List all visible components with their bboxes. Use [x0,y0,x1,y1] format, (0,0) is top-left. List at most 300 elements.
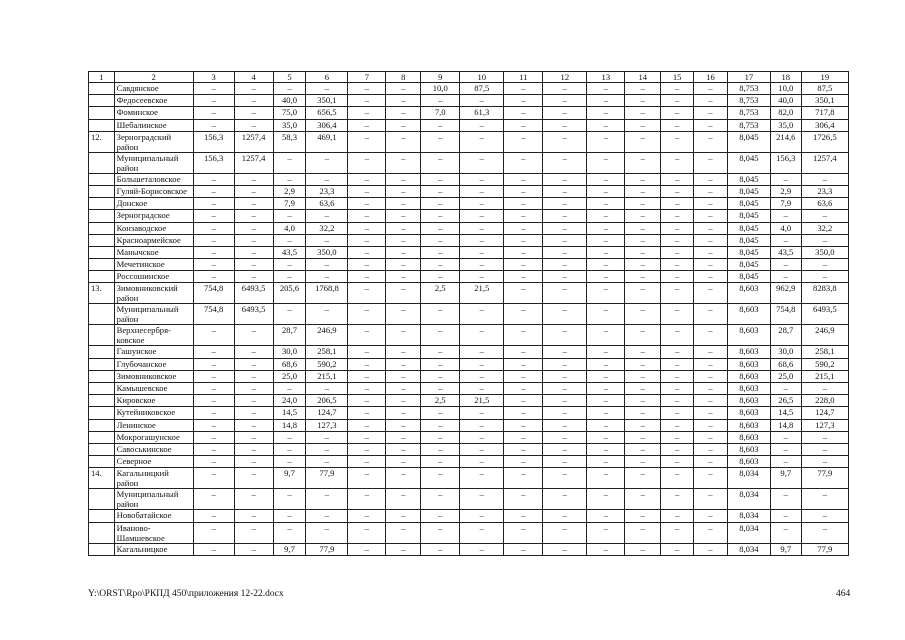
value-cell: – [543,271,587,283]
value-cell: – [587,489,625,510]
value-cell: – [421,431,460,443]
value-cell: – [694,407,728,419]
value-cell: – [421,198,460,210]
value-cell: 754,8 [770,304,801,325]
settlement-name-cell: Камышевское [114,383,193,395]
value-cell: – [694,185,728,197]
value-cell: – [348,419,386,431]
settlement-name-cell: Гуляй-Борисовское [114,185,193,197]
value-cell: – [661,234,694,246]
value-cell: – [625,271,661,283]
value-cell: – [587,259,625,271]
settlement-name-cell: Мечетинское [114,259,193,271]
value-cell: 4,0 [273,222,306,234]
value-cell: – [193,431,234,443]
value-cell: 75,0 [273,107,306,119]
value-cell: – [386,83,421,95]
value-cell: – [587,173,625,185]
value-cell: – [504,358,543,370]
value-cell: – [504,210,543,222]
footer-file-path: Y:\ORST\Rpo\РКПД 450\приложения 12-22.docx [88,589,284,599]
value-cell: – [694,510,728,522]
value-cell: – [386,131,421,152]
value-cell: – [234,259,273,271]
value-cell: – [770,456,801,468]
value-cell: 4,0 [770,222,801,234]
value-cell: – [234,173,273,185]
value-cell: – [504,185,543,197]
value-cell: 8,603 [727,419,770,431]
value-cell: – [348,522,386,543]
value-cell: – [193,83,234,95]
value-cell: – [348,185,386,197]
row-number-cell [89,325,115,346]
data-table [88,71,849,556]
value-cell: – [193,419,234,431]
value-cell: – [625,443,661,455]
value-cell: – [348,383,386,395]
value-cell: – [694,234,728,246]
value-cell: – [234,95,273,107]
value-cell: – [306,304,348,325]
value-cell: – [386,431,421,443]
value-cell: 14,8 [273,419,306,431]
value-cell: – [193,222,234,234]
row-number-cell [89,431,115,443]
value-cell: – [625,346,661,358]
value-cell: 24,0 [273,395,306,407]
value-cell: – [504,259,543,271]
value-cell: – [587,522,625,543]
value-cell: – [543,234,587,246]
row-number-cell: 12. [89,131,115,152]
value-cell: 2,5 [421,395,460,407]
value-cell: 14,5 [770,407,801,419]
value-cell: – [234,489,273,510]
value-cell: – [460,173,504,185]
value-cell: – [193,346,234,358]
value-cell: – [625,95,661,107]
value-cell: – [661,304,694,325]
value-cell: 8,603 [727,346,770,358]
value-cell: – [386,358,421,370]
row-number-cell [89,210,115,222]
value-cell: – [625,131,661,152]
value-cell: – [504,489,543,510]
value-cell: 6493,5 [234,283,273,304]
value-cell: – [587,185,625,197]
value-cell: – [386,419,421,431]
settlement-name-cell: Кагальницкий район [114,468,193,489]
value-cell: 25,0 [770,370,801,382]
value-cell: – [386,510,421,522]
value-cell: – [625,489,661,510]
table-row [89,456,849,468]
table-row [89,431,849,443]
value-cell: – [348,443,386,455]
value-cell: – [625,510,661,522]
value-cell: – [504,283,543,304]
value-cell: – [661,222,694,234]
value-cell: – [587,198,625,210]
value-cell: – [273,304,306,325]
settlement-name-cell: Иваново-Шамшевское [114,522,193,543]
value-cell: – [587,419,625,431]
footer-page-number: 464 [836,589,851,599]
value-cell: – [625,431,661,443]
value-cell: 28,7 [273,325,306,346]
value-cell: – [504,522,543,543]
value-cell: – [348,489,386,510]
value-cell: 127,3 [306,419,348,431]
value-cell: – [386,370,421,382]
value-cell: – [306,234,348,246]
value-cell: – [460,419,504,431]
value-cell: – [193,489,234,510]
value-cell: – [386,246,421,258]
value-cell: – [661,259,694,271]
value-cell: – [193,259,234,271]
value-cell: 40,0 [770,95,801,107]
value-cell: – [306,522,348,543]
value-cell: 1257,4 [801,152,848,173]
value-cell: 30,0 [273,346,306,358]
value-cell: – [543,83,587,95]
row-number-cell [89,198,115,210]
value-cell: 8,045 [727,271,770,283]
value-cell: – [460,407,504,419]
value-cell: 32,2 [801,222,848,234]
value-cell: – [801,234,848,246]
value-cell: 350,1 [801,95,848,107]
value-cell: 21,5 [460,283,504,304]
value-cell: – [661,198,694,210]
value-cell: – [460,259,504,271]
value-cell: – [694,358,728,370]
value-cell: – [460,468,504,489]
value-cell: 717,8 [801,107,848,119]
value-cell: – [587,222,625,234]
value-cell: 8,045 [727,246,770,258]
value-cell: – [661,395,694,407]
value-cell: – [273,259,306,271]
value-cell: – [801,173,848,185]
value-cell: 10,0 [421,83,460,95]
value-cell: 205,6 [273,283,306,304]
value-cell: – [661,370,694,382]
table-row [89,419,849,431]
value-cell: – [661,346,694,358]
value-cell: 14,5 [273,407,306,419]
value-cell: – [348,346,386,358]
value-cell: – [273,522,306,543]
value-cell: – [504,83,543,95]
value-cell: – [504,173,543,185]
value-cell: – [193,407,234,419]
value-cell: 350,1 [306,95,348,107]
table-row [89,198,849,210]
value-cell: – [543,131,587,152]
column-number-header: 6 [306,72,348,83]
value-cell: – [770,522,801,543]
value-cell: 68,6 [770,358,801,370]
value-cell: – [421,383,460,395]
value-cell: – [661,407,694,419]
value-cell: – [421,234,460,246]
value-cell: – [460,222,504,234]
value-cell: – [193,395,234,407]
value-cell: – [421,543,460,555]
value-cell: – [543,370,587,382]
value-cell: – [193,234,234,246]
value-cell: – [306,83,348,95]
value-cell: – [587,431,625,443]
column-number-header: 4 [234,72,273,83]
value-cell: – [543,383,587,395]
value-cell: – [504,234,543,246]
value-cell: – [460,198,504,210]
value-cell: 23,3 [801,185,848,197]
value-cell: – [306,152,348,173]
value-cell: – [193,246,234,258]
column-number-header: 1 [89,72,115,83]
value-cell: – [543,407,587,419]
value-cell: – [460,456,504,468]
value-cell: – [193,443,234,455]
value-cell: – [421,173,460,185]
value-cell: – [421,185,460,197]
value-cell: 8,603 [727,370,770,382]
settlement-name-cell: Зимовниковское [114,370,193,382]
value-cell: – [386,283,421,304]
value-cell: – [504,325,543,346]
value-cell: – [421,510,460,522]
value-cell: 8,045 [727,131,770,152]
value-cell: – [504,468,543,489]
value-cell: – [625,246,661,258]
value-cell: – [273,489,306,510]
value-cell: – [234,346,273,358]
value-cell: – [694,271,728,283]
value-cell: – [694,283,728,304]
value-cell: 14,8 [770,419,801,431]
value-cell: – [193,271,234,283]
value-cell: 8283,8 [801,283,848,304]
value-cell: 246,9 [801,325,848,346]
value-cell: – [460,489,504,510]
value-cell: – [504,443,543,455]
value-cell: – [770,271,801,283]
value-cell: – [386,543,421,555]
value-cell: 7,0 [421,107,460,119]
value-cell: – [273,383,306,395]
value-cell: – [386,198,421,210]
value-cell: – [661,152,694,173]
value-cell: 469,1 [306,131,348,152]
value-cell: – [504,107,543,119]
value-cell: – [234,456,273,468]
value-cell: – [193,95,234,107]
value-cell: – [694,489,728,510]
value-cell: 124,7 [306,407,348,419]
value-cell: – [661,95,694,107]
value-cell: – [694,304,728,325]
row-number-cell [89,346,115,358]
value-cell: – [587,283,625,304]
value-cell: – [460,271,504,283]
value-cell: – [625,468,661,489]
value-cell: – [421,407,460,419]
settlement-name-cell: Зерноградское [114,210,193,222]
value-cell: – [625,83,661,95]
value-cell: – [273,152,306,173]
value-cell: – [348,173,386,185]
value-cell: – [504,407,543,419]
value-cell: 61,3 [460,107,504,119]
value-cell: – [348,395,386,407]
value-cell: – [661,173,694,185]
value-cell: – [694,522,728,543]
value-cell: 82,0 [770,107,801,119]
column-number-header: 11 [504,72,543,83]
value-cell: – [386,119,421,131]
value-cell: 258,1 [306,346,348,358]
value-cell: – [587,456,625,468]
value-cell: – [421,325,460,346]
value-cell: – [543,543,587,555]
value-cell: 25,0 [273,370,306,382]
value-cell: 2,9 [273,185,306,197]
value-cell: – [625,358,661,370]
column-number-header: 15 [661,72,694,83]
value-cell: – [421,522,460,543]
value-cell: 350,0 [306,246,348,258]
value-cell: – [234,210,273,222]
row-number-cell: 13. [89,283,115,304]
value-cell: – [625,304,661,325]
value-cell: – [543,346,587,358]
value-cell: – [273,431,306,443]
settlement-name-cell: Северное [114,456,193,468]
value-cell: – [460,510,504,522]
value-cell: 156,3 [193,152,234,173]
settlement-name-cell: Муниципальный район [114,152,193,173]
row-number-cell [89,456,115,468]
value-cell: – [661,383,694,395]
value-cell: – [460,304,504,325]
value-cell: – [348,456,386,468]
value-cell: – [234,395,273,407]
value-cell: – [625,419,661,431]
value-cell: – [587,131,625,152]
value-cell: – [770,383,801,395]
value-cell: 63,6 [801,198,848,210]
value-cell: – [543,358,587,370]
value-cell: – [661,107,694,119]
column-number-header: 16 [694,72,728,83]
column-number-header: 9 [421,72,460,83]
settlement-name-cell: Федосеевское [114,95,193,107]
value-cell: 10,0 [770,83,801,95]
value-cell: – [234,83,273,95]
value-cell: – [273,510,306,522]
value-cell: 8,603 [727,443,770,455]
value-cell: – [234,185,273,197]
settlement-name-cell: Донское [114,198,193,210]
settlement-name-cell: Конзаводское [114,222,193,234]
settlement-name-cell: Мокрогашунское [114,431,193,443]
value-cell: – [234,431,273,443]
value-cell: – [273,210,306,222]
value-cell: 2,5 [421,283,460,304]
value-cell: – [234,271,273,283]
column-number-header: 13 [587,72,625,83]
value-cell: – [348,83,386,95]
value-cell: – [661,271,694,283]
value-cell: – [543,283,587,304]
row-number-cell [89,543,115,555]
value-cell: – [587,107,625,119]
value-cell: – [386,234,421,246]
value-cell: – [694,443,728,455]
value-cell: – [421,468,460,489]
value-cell: 35,0 [273,119,306,131]
value-cell: – [193,358,234,370]
value-cell: 306,4 [306,119,348,131]
value-cell: – [587,210,625,222]
value-cell: – [694,131,728,152]
value-cell: 6493,5 [234,304,273,325]
value-cell: – [543,395,587,407]
value-cell: – [460,152,504,173]
value-cell: 8,603 [727,456,770,468]
value-cell: – [460,234,504,246]
value-cell: – [625,152,661,173]
value-cell: 8,045 [727,198,770,210]
value-cell: – [193,543,234,555]
value-cell: – [306,210,348,222]
value-cell: – [421,370,460,382]
value-cell: – [386,222,421,234]
value-cell: – [234,358,273,370]
value-cell: – [234,407,273,419]
value-cell: – [193,522,234,543]
value-cell: – [543,107,587,119]
row-number-cell [89,407,115,419]
value-cell: 6493,5 [801,304,848,325]
settlement-name-cell: Большеталовское [114,173,193,185]
value-cell: – [694,543,728,555]
value-cell: – [348,222,386,234]
value-cell: 8,045 [727,185,770,197]
value-cell: – [625,283,661,304]
table-row [89,210,849,222]
value-cell: – [694,456,728,468]
value-cell: – [770,173,801,185]
value-cell: – [460,522,504,543]
row-number-cell [89,419,115,431]
value-cell: 63,6 [306,198,348,210]
value-cell: – [587,370,625,382]
value-cell: – [694,383,728,395]
value-cell: 8,603 [727,383,770,395]
value-cell: – [543,510,587,522]
value-cell: – [694,370,728,382]
value-cell: – [801,522,848,543]
value-cell: – [661,543,694,555]
value-cell: – [460,325,504,346]
value-cell: – [661,431,694,443]
